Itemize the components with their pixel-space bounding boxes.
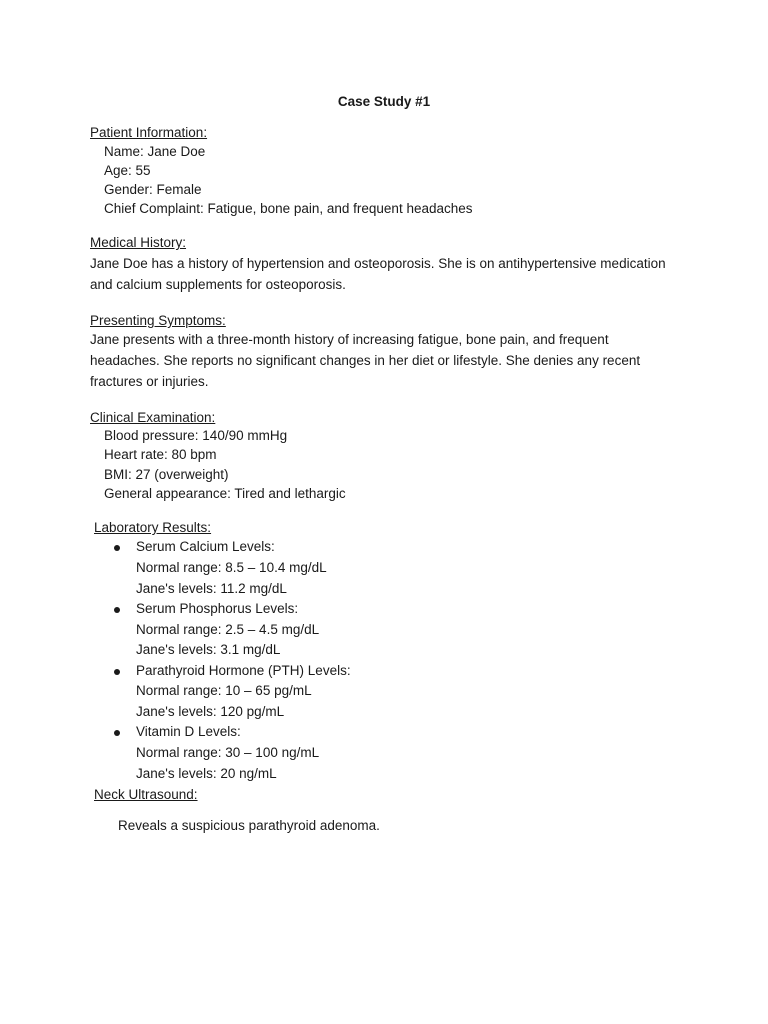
bmi: BMI: 27 (overweight)	[104, 467, 229, 482]
patient-info-heading: Patient Information:	[90, 125, 208, 140]
lab-item-name: Serum Calcium Levels:	[136, 539, 275, 554]
patient-name: Name: Jane Doe	[104, 144, 206, 159]
medical-history-line-1: Jane Doe has a history of hypertension and osteoporosis. She is on antihypertensive medication	[90, 256, 666, 271]
neck-ultrasound-heading: Neck Ultrasound:	[94, 787, 198, 802]
bullet-icon	[114, 669, 120, 675]
blood-pressure: Blood pressure: 140/90 mmHg	[104, 428, 288, 443]
lab-item-normal-range: Normal range: 30 – 100 ng/mL	[136, 745, 320, 760]
patient-gender: Gender: Female	[104, 182, 202, 197]
lab-item-normal-range: Normal range: 2.5 – 4.5 mg/dL	[136, 622, 320, 637]
general-appearance: General appearance: Tired and lethargic	[104, 486, 346, 501]
lab-item-patient-value: Jane's levels: 11.2 mg/dL	[136, 581, 287, 596]
lab-item-name: Parathyroid Hormone (PTH) Levels:	[136, 663, 351, 678]
lab-item-patient-value: Jane's levels: 3.1 mg/dL	[136, 642, 281, 657]
chief-complaint: Chief Complaint: Fatigue, bone pain, and frequent headaches	[104, 201, 473, 216]
presenting-symptoms-line-3: fractures or injuries.	[90, 374, 209, 389]
neck-ultrasound-text: Reveals a suspicious parathyroid adenoma.	[118, 818, 380, 833]
heart-rate: Heart rate: 80 bpm	[104, 447, 217, 462]
lab-item-normal-range: Normal range: 8.5 – 10.4 mg/dL	[136, 560, 327, 575]
presenting-symptoms-line-2: headaches. She reports no significant changes in her diet or lifestyle. She denies any recent	[90, 353, 641, 368]
bullet-icon	[114, 730, 120, 736]
lab-item-patient-value: Jane's levels: 20 ng/mL	[136, 766, 277, 781]
document-title: Case Study #1	[337, 94, 431, 109]
lab-item-normal-range: Normal range: 10 – 65 pg/mL	[136, 683, 312, 698]
lab-item-name: Serum Phosphorus Levels:	[136, 601, 299, 616]
bullet-icon	[114, 545, 120, 551]
medical-history-heading: Medical History:	[90, 235, 187, 250]
clinical-exam-heading: Clinical Examination:	[90, 410, 216, 425]
presenting-symptoms-heading: Presenting Symptoms:	[90, 313, 226, 328]
patient-age: Age: 55	[104, 163, 151, 178]
medical-history-line-2: and calcium supplements for osteoporosis.	[90, 277, 346, 292]
lab-item-patient-value: Jane's levels: 120 pg/mL	[136, 704, 285, 719]
lab-item-name: Vitamin D Levels:	[136, 724, 241, 739]
lab-results-heading: Laboratory Results:	[94, 520, 212, 535]
bullet-icon	[114, 607, 120, 613]
presenting-symptoms-line-1: Jane presents with a three-month history of increasing fatigue, bone pain, and frequent	[90, 332, 609, 347]
